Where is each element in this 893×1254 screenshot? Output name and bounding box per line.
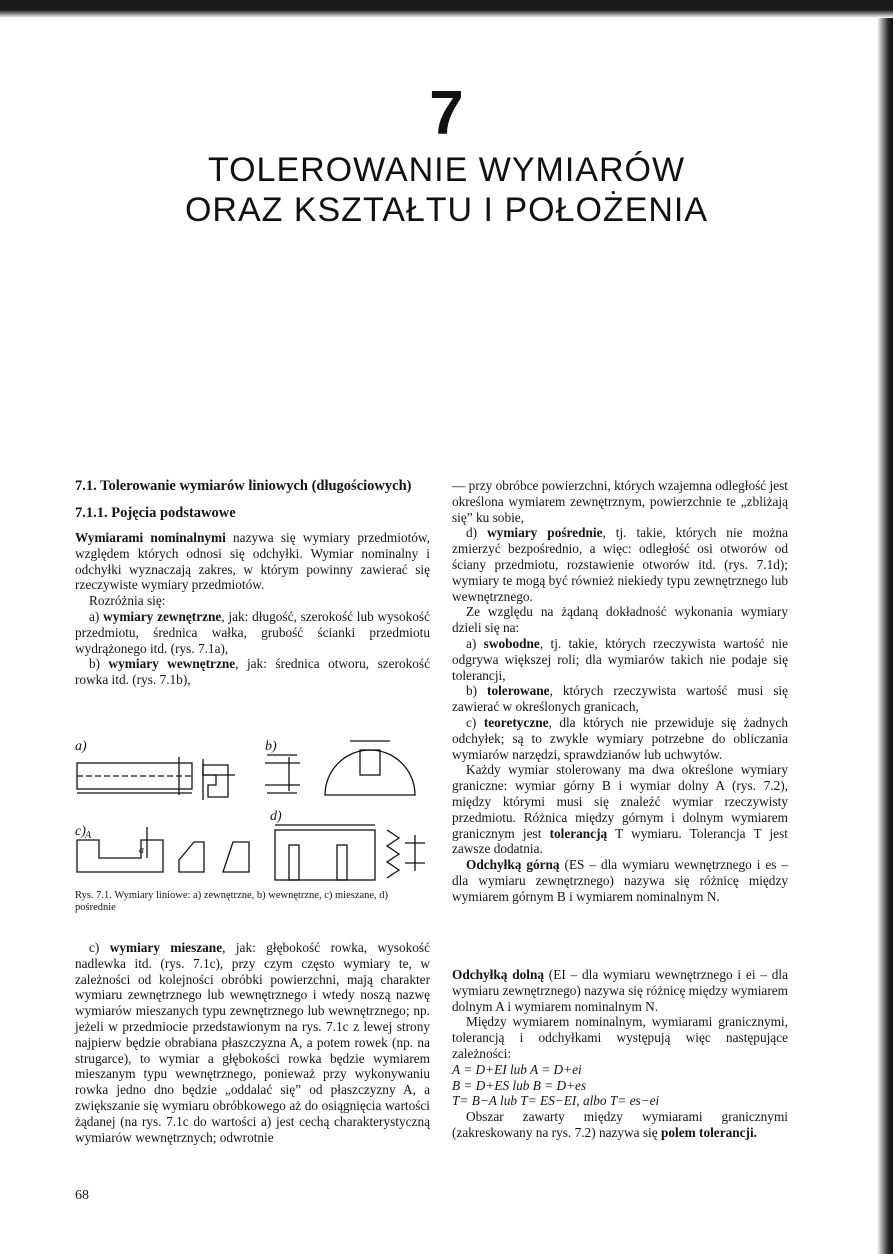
chapter-number: 7 (429, 79, 464, 148)
item-b-internal: b) wymiary wewnętrzne, jak: średnica otworu, szerokość rowka itd. (rys. 7.1b), (75, 656, 430, 688)
paragraph-relations: Między wymiarem nominalnym, wymiarami granicznymi, tolerancją i odchyłkami występują więc następujące zależności: (452, 1014, 788, 1061)
paragraph-upper-deviation: Odchyłką górną (ES – dla wymiaru wewnętrznego i es – dla wymiaru zewnętrznego) nazywa się różnicę między wymiarem górnym B i wymiarem nominalnym N. (452, 857, 788, 904)
figure-caption: Rys. 7.1. Wymiary liniowe: a) zewnętrzne, b) wewnętrzne, c) mieszane, d) pośrednie (75, 890, 389, 913)
scan-top-edge (0, 0, 893, 18)
paragraph-accuracy: Ze względu na żądaną dokładność wykonania wymiary dzieli się na: (452, 604, 788, 636)
section-heading: 7.1. Tolerowanie wymiarów liniowych (długościowych) (75, 478, 412, 494)
chapter-title-line2: ORAZ KSZTAŁTU I POŁOŻENIA (184, 191, 709, 229)
paragraph-limits: Każdy wymiar stolerowany ma dwa określone wymiary graniczne: wymiar górny B i wymiar dolny A (rys. 7.2), między którymi musi się znaleźć wymiar rzeczywisty przedmiotu. Różnica między górnym i dolnym wymiarem granicznym jest tolerancją T wymiaru. Tolerancja T jest zawsze dodatnia. (452, 762, 788, 857)
label-c-a: a (139, 845, 144, 856)
paragraph-nominal: Wymiarami nominalnymi nazywa się wymiary przedmiotów, względem których odnosi się odchyłki. Wymiar nominalny i odchyłki wyznaczają zakres, w którym powinny zawierać się rzeczywiste wymiary przedmiotów. (75, 530, 430, 593)
item-toleranced: b) tolerowane, których rzeczywista wartość musi się zawierać w określonych granicach, (452, 683, 788, 715)
chapter-title (0, 150, 893, 230)
item-a-external: a) wymiary zewnętrzne, jak: długość, szerokość lub wysokość przedmiotu, średnica wałka, grubość ścianki przedmiotu wydrążonego itd. (rys. 7.1a), (75, 608, 431, 656)
equation-1: A = D+EI lub A = D+ei (452, 1061, 582, 1077)
equation-2: B = D+ES lub B = D+es (452, 1077, 587, 1093)
left-column (75, 478, 430, 688)
paragraph-continuation: — przy obróbce powierzchni, których wzajemna odległość jest określona wymiarem zewnętrznym, powierzchnie te „zbliżają się” ku sobie, (452, 478, 788, 525)
item-free: a) swobodne, tj. takie, których rzeczywista wartość nie odgrywa większej roli; dla wymiarów takich nie podaje się tolerancji, (452, 635, 788, 683)
label-c-A: A (85, 830, 92, 841)
paragraph-lower-deviation: Odchyłką dolną (EI – dla wymiaru wewnętrznego i ei – dla wymiaru zewnętrznego) nazywa się różnicę między wymiarem dolnym A i wymiarem nominalnym N. (452, 967, 788, 1014)
label-d: d) (270, 809, 282, 824)
term-nominal: Wymiarami nominalnymi (75, 530, 226, 545)
label-c: c) (75, 824, 86, 839)
item-c-mixed: c) wymiary mieszane, jak: głębokość rowka, wysokość nadlewka itd. (rys. 7.1c), przy czym często wymiary te, w zależności od kolejności obróbki powierzchni, mają charakter wymiaru zewnętrznego lub wewnętrznego i wtedy noszą nazwę wymiarów mieszanych typu zewnętrznego lub wewnętrznego; np. jeżeli w przedmiocie przedstawionym na rys. 7.1c z lewej strony najpierw będzie obrabiana płaszczyzna A, a potem rowek (np. na strugarce), to wymiar a głębokości rowka będzie wymiarem mieszanym typu wewnętrznego, ponieważ przy wykonywaniu rowka jedno dno będzie „oddalać się” od płaszczyzny A, a zwiększanie się wymiaru obróbkowego aż do osiągnięcia wartości żądanej (na rys. 7.1c do wartości a) jest cechą charakterystyczną wymiarów wewnętrznych; odwrotnie (75, 940, 430, 1145)
page-number: 68 (75, 1188, 89, 1203)
subsection-heading: 7.1.1. Pojęcia podstawowe (75, 505, 236, 521)
right-column-lower (452, 967, 788, 1141)
left-column-lower (75, 940, 430, 1145)
figure-7-1 (75, 735, 435, 895)
label-a: a) (75, 739, 87, 754)
right-column (452, 478, 788, 905)
paragraph-tolerance-field: Obszar zawarty między wymiarami granicznymi (zakreskowany na rys. 7.2) nazywa się polem tolerancji. (452, 1109, 788, 1140)
label-b: b) (265, 739, 277, 754)
paragraph-distinguish: Rozróżnia się: (89, 593, 166, 609)
equation-3: T= B−A lub T= ES−EI, albo T= es−ei (452, 1093, 660, 1109)
chapter-title-line1: TOLEROWANIE WYMIARÓW (207, 151, 686, 189)
item-theoretical: c) teoretyczne, dla których nie przewiduje się żadnych odchyłek; są to zwykle wymiary potrzebne do obliczania wymiarów narzędzi, sprawdzianów lub uchwytów. (452, 714, 788, 762)
item-d-intermediate: d) wymiary pośrednie, tj. takie, których nie można zmierzyć bezpośrednio, a więc: odległość osi otworów od ściany przedmiotu, rozstawienie otworów itd. (rys. 7.1d); wymiary te mogą być również niekiedy typu zewnętrznego lub wewnętrznego. (452, 525, 788, 604)
